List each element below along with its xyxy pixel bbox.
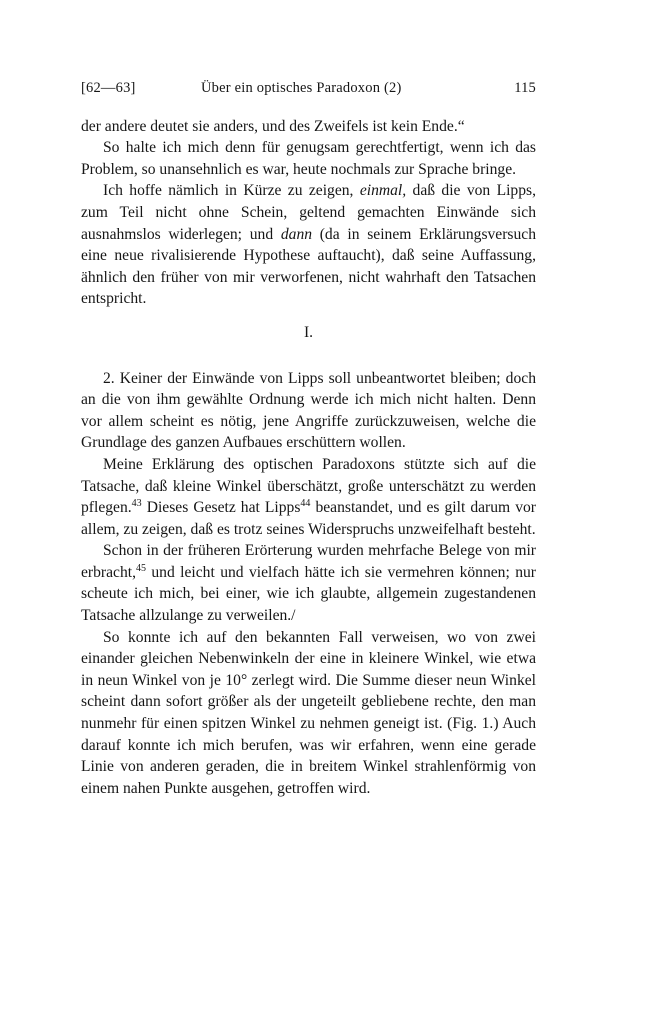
paragraph-4: 2. Keiner der Einwände von Lipps soll unbeantwortet bleiben; doch an die von ihm gewählte Ordnung werde ich mich nicht halten. Denn vor allem scheint es nötig, jene Angriffe zurückzuweisen, welche die Grundlage des ganzen Aufbaues erschüttern wollen.	[81, 369, 536, 452]
paragraph-2: So halte ich mich denn für genugsam gerechtfertigt, wenn ich das Problem, so unansehnlich es war, heute nochmals zur Sprache bringe.	[81, 139, 536, 178]
paragraph-7: So konnte ich auf den bekannten Fall verweisen, wo von zwei einander gleichen Nebenwinkeln der eine in kleinere Winkel, wie etwa in neun Winkel von je 10° zerlegt wird. Die Summe dieser neun Winkel scheint dann sofort größer als der ungeteilt gebliebene rechte, den man nunmehr für einen spitzen Winkel zu nehmen geneigt ist. (Fig. 1.) Auch darauf konnte ich mich berufen, was wir erfahren, wenn eine gerade Linie von anderen geraden, die in breitem Winkel strahlenförmig von einem nahen Punkte ausgehen, getroffen wird.	[81, 628, 536, 797]
paragraph-1: der andere deutet sie anders, und des Zweifels ist kein Ende.“	[81, 117, 465, 135]
paragraph-5-text-b: Dieses Gesetz hat Lipps	[141, 499, 301, 517]
paragraph-6	[81, 540, 536, 626]
paragraph-6-text-a: Schon in der früheren Erörterung wurden mehrfache Belege von mir erbracht,	[81, 542, 536, 581]
paragraph-3-text-c: (da in seinem Erklärungsversuch eine neue rivalisierende Hypothese auftaucht), daß seine Auffassung, ähnlich den früher von mir verworfenen, nicht wahrhaft den Tatsachen entspricht.	[81, 225, 537, 308]
document-page	[81, 78, 536, 799]
emphasis-einmal: einmal,	[359, 182, 407, 200]
paragraph-6-text-b: und leicht und vielfach hätte ich sie vermehren können; nur scheute ich mich, bei einer, wie ich glaubte, allgemein zugestandenen Tatsache allzulange zu verweilen./	[81, 563, 536, 625]
paragraph-3	[81, 180, 536, 310]
running-header	[81, 78, 536, 100]
running-title: Über ein optisches Paradoxon (2)	[201, 80, 402, 96]
paragraph-3-text-b: daß die von Lipps, zum Teil nicht ohne Schein, geltend gemachten Einwände sich ausnahmslos widerlegen; und	[81, 182, 536, 243]
section-heading: I.	[303, 323, 314, 341]
footnote-ref-44: 44	[300, 498, 311, 510]
paragraph-5-text-a: Meine Erklärung des optischen Paradoxons stützte sich auf die Tatsache, daß kleine Winkel überschätzt, große unterschätzt zu werden pflegen.	[81, 455, 536, 517]
emphasis-dann: dann	[280, 225, 313, 243]
paragraph-3-text-a: Ich hoffe nämlich in Kürze zu zeigen,	[103, 182, 360, 200]
page-range: [62—63]	[81, 80, 136, 96]
footnote-ref-43: 43	[131, 498, 142, 510]
page-number: 115	[514, 80, 536, 96]
footnote-ref-45: 45	[135, 562, 146, 574]
paragraph-5	[81, 454, 536, 540]
paragraph-5-text-c: beanstandet, und es gilt darum vor allem, zu zeigen, daß es trotz seines Widerspruchs unzweifelhaft besteht.	[81, 499, 536, 538]
